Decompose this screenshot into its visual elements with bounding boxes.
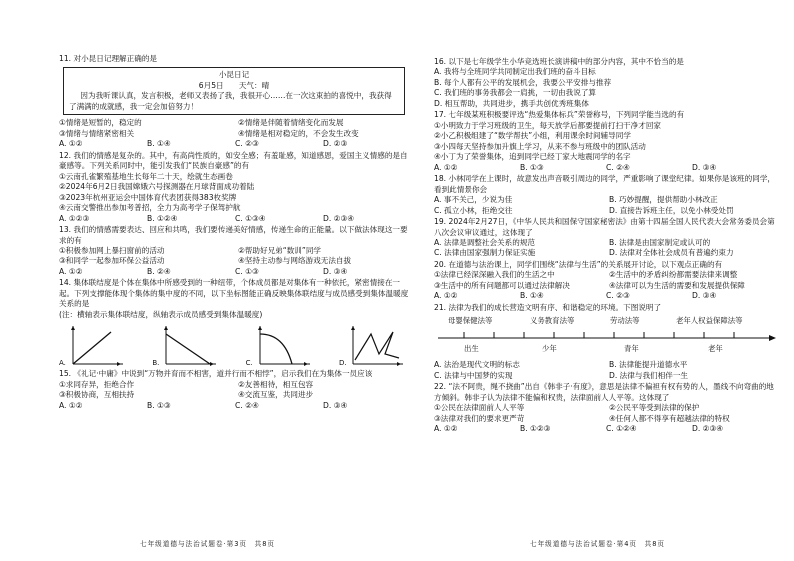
statement: ④任何人都不得享有超越法律的特权 [609,413,730,423]
question-stem: 18. 小林同学在上课时，故意发出声音吸引周边的同学，严重影响了课堂纪律。如果你是该班的同学，看到此情景你会 [434,174,776,194]
answer-options [59,139,411,149]
question-13 [59,225,411,277]
statement: ④云南交警推出参加考普招，全力为高考学子保驾护航 [59,203,241,213]
graph-rising-line [65,324,125,368]
statement: ②公民平等受到法律的保护 [609,403,700,413]
question-stem: 22. “法不阿贵，绳不挠曲”出自《韩非子·有度》，意思是法律不偏袒有权有势的人，墨线不向弯曲的地方倾斜。韩非子认为法律不能偏和权贵，法律面前人人平等。这体现了 [434,382,774,402]
option-c[interactable]: C. ①③ [235,266,259,276]
statement: ③和同学一起参加环保公益活动 [59,256,165,266]
option-d[interactable]: D. 法律与我们相伴一生 [609,370,689,380]
timeline-stage: 出生 [464,344,479,354]
diary-meta: 6月5日 天气：晴 [198,80,270,90]
option-a[interactable]: A. ①② [434,424,458,434]
option-c[interactable]: C. ②③ [235,139,259,149]
diary-box [63,67,405,115]
option-b[interactable]: B. ①④ [520,291,544,301]
option-a[interactable]: A. ①② [434,291,458,301]
option-a[interactable]: A. 法治是现代文明的标志 [434,360,520,370]
answer-options [434,195,778,216]
statements [59,380,411,401]
option-d[interactable]: D. ③④ [323,400,348,410]
timeline-stage: 青年 [624,344,639,354]
statements [59,118,411,139]
option-a[interactable]: A. 我将与全班同学共同制定出我们班的奋斗目标 [434,67,596,77]
answer-options [434,291,778,301]
option-c[interactable]: C. ②③ [606,291,630,301]
statement: ①求同存异，拒绝合作 [59,379,135,389]
option-a[interactable]: A. ①② [59,139,83,149]
statements [434,270,778,291]
statement: ③2023年杭州亚运会中国体育代表团获得383枚奖牌 [59,192,237,202]
question-stem: 20. 在道德与法治课上，同学们围绕“法律与生活”的关系展开讨论，以下观点正确的有 [434,259,723,269]
option-c[interactable]: C. ①③④ [235,213,266,223]
option-a[interactable]: A. 事不关己，少说为佳 [434,195,513,205]
option-b[interactable]: B. ①④ [147,139,171,149]
answer-options [434,163,778,173]
graph-curve-drop [252,324,312,368]
question-12 [59,151,411,224]
statement: ②情绪是伴随着情绪变化而发展 [238,118,344,128]
option-c[interactable]: C. ②④ [235,400,259,410]
figure-label: D. [338,358,347,367]
option-d[interactable]: D. 直接告诉班主任，以免小林受处罚 [609,205,734,215]
figure-c[interactable] [245,324,312,368]
statement: ④情绪是相对稳定的，不会发生改变 [238,128,359,138]
statement: ④法律可以为生活的需要和发展提供保障 [609,280,745,290]
statement: ②友善相待，相互包容 [238,379,314,389]
figure-label: B. [152,358,160,367]
option-d[interactable]: D. ②③ [323,139,348,149]
statement: ①情绪是短暂的，稳定的 [59,118,142,128]
diary-body: 因为我听课认真，发言积极，老师又表扬了我，我很开心……在一次这束拍的喜悦中，我获得了满满的成就感，我一定会加倍努力！ [69,91,392,111]
question-14 [59,278,411,368]
statement: ②小乙积极组建了“数学帮扶”小组，利用课余时间辅导同学 [434,131,631,141]
option-c[interactable]: C. 法律由国家强制力保证实施 [434,248,536,258]
option-d[interactable]: D. ②③④ [323,213,355,223]
option-c[interactable]: C. ①②④ [606,424,637,434]
question-22 [434,382,778,434]
statement: ②2024年6月2日我国嫦娥六号探测器在月球背面成功着陆 [59,182,255,192]
option-b[interactable]: B. ①②③ [520,424,551,434]
figure-d[interactable] [338,324,405,368]
statement: ①公民在法律面前人人平等 [434,403,525,413]
statement: ①积极参加网上暴扫窗前的活动 [59,245,165,255]
statement: ④交流互鉴，共同进步 [238,390,314,400]
option-d[interactable]: D. 法律对全体社会成员有普遍约束力 [609,248,734,258]
statement: ③法律对我们的要求更严苛 [434,413,525,423]
option-b[interactable]: B. 每个人都有公平的发展机会，我要公平安排与推荐 [434,77,612,87]
question-stem: 17. 七年级某班积极要评选“热爱集体标兵”荣誉称号，下列同学能当选的有 [434,110,685,120]
question-16 [434,57,778,109]
question-15 [59,369,411,411]
option-b[interactable]: B. ②④ [147,266,171,276]
statement: ①法律已经深深融入我们的生活之中 [434,270,555,280]
option-b[interactable]: B. ①②④ [147,213,178,223]
graph-falling-line [158,324,218,368]
answer-options [59,214,411,224]
statement: ②生活中的矛盾纠纷都需要法律来调整 [609,270,738,280]
statement: ①云南孔雀繁殖基地生长每年二十天，绘就生态画卷 [59,171,233,181]
timeline-law: 劳动法等 [610,316,640,326]
coordinate-figures [59,324,405,368]
statements [59,246,411,267]
option-b[interactable]: B. ①③ [147,400,171,410]
option-a[interactable]: A. ①②③ [59,213,90,223]
page-footer-left: 七年级道德与法治试题卷·第3页 共8页 [140,540,275,548]
page-footer-right: 七年级道德与法治试题卷·第4页 共8页 [530,540,665,548]
option-b[interactable]: B. ①③ [520,162,544,172]
answer-options [434,238,778,259]
figure-label: C. [245,358,253,367]
option-a[interactable]: A. ①② [434,162,458,172]
timeline-law: 母婴保健法等 [448,316,493,326]
option-d[interactable]: D. ③④ [692,162,717,172]
question-stem: 14. 集体联结度是个体在集体中所感受到的一种纽带，个体成员都是对集体有一种依托，紧密情接在一起。下列支撑能体现个集体的集中度的不同，以下坐标图能正确反映集体联结度与成员感受到集体温暖度关系的是 [59,278,409,309]
right-page [434,57,778,436]
option-b[interactable]: B. 巧妙提醒，提供帮助小林改正 [609,195,718,205]
option-c[interactable]: C. 法律与中国梦的实现 [434,370,513,380]
timeline-law: 老年人权益保障法等 [676,316,743,326]
timeline-axis [434,326,778,350]
statement: ③情绪与情绪紧密相关 [59,128,135,138]
question-stem: 21. 法律为我们的成长营造文明有序、和谐稳定的环境。下图说明了 [434,302,662,312]
statement: ②帮助好兄弟“数训”同学 [238,245,322,255]
statement: ③小四每天坚持参加升旗上学习，从来不参与班级中的团队活动 [434,141,646,151]
option-d[interactable]: D. 相互帮助，共同进步，携手共创优秀班集体 [434,98,589,108]
question-stem: 16. 以下是七年级学生小华竞选班长演讲稿中的部分内容，其中不恰当的是 [434,57,684,66]
question-19 [434,217,778,259]
question-stem: 15. 《礼记·中庸》中说到“万物并育而不相害，道并行而不相悖”，启示我们在为集体一员应该 [59,369,373,379]
statements [434,403,778,424]
option-a[interactable]: A. ①② [59,400,83,410]
graph-zigzag [345,324,405,368]
left-page [59,54,411,412]
answer-options [434,424,778,434]
figure-note: (注：横轴表示集体联结度，纵轴表示成员感受到集体温暖度) [59,309,263,319]
question-21 [434,303,778,381]
question-11 [59,54,411,150]
statement: ④坚持主动参与网络游戏无法自拔 [238,256,352,266]
figure-b[interactable] [152,324,218,368]
statement: ①小明致力于学习班级的卫生，每天放学后都要提前打扫干净才回家 [434,120,662,130]
statement: ④小丁为了荣誉集体，追到同学已经丁家大地震同学的名字 [434,152,631,162]
answer-options [59,267,411,277]
diary-title: 小昆日记 [218,70,250,80]
option-d[interactable]: D. ③④ [692,291,717,301]
question-stem: 19. 2024年2月27日，《中华人民共和国保守国家秘密法》由第十四届全国人民代表大会常务委员会第八次会议审议通过，这体现了 [434,217,775,237]
option-b[interactable]: B. 法律是由国家制定或认可的 [609,237,711,247]
statement: ③积极协商，互相扶持 [59,390,135,400]
timeline-stage: 少年 [542,344,557,354]
statement: ③生活中的所有问题都可以通过法律解决 [434,280,570,290]
option-c[interactable]: C. 孤立小林，拒绝交往 [434,205,513,215]
question-stem: 11. 对小昆日记理解正确的是 [59,54,158,63]
question-stem: 13. 我们的情感需要表达、回应和共鸣，我们要传递美好情感，传递生命的正能量。以下做法体现这一要求的有 [59,225,408,245]
answer-options [434,360,778,381]
timeline-law: 义务教育法等 [530,316,575,326]
option-a[interactable]: A. ①② [59,266,83,276]
timeline-stage: 老年 [708,344,723,354]
option-d[interactable]: D. ②③④ [692,424,724,434]
question-20 [434,260,778,302]
option-d[interactable]: D. ③④ [323,266,348,276]
answer-options [59,401,411,411]
figure-a[interactable] [59,324,125,368]
life-law-timeline [434,316,778,358]
option-a[interactable]: A. 法律是调整社会关系的规范 [434,237,536,247]
option-c[interactable]: C. 我们班的事务我都会一肩挑，一切由我说了算 [434,88,597,98]
option-c[interactable]: C. ②④ [606,162,630,172]
question-17 [434,110,778,173]
question-stem: 12. 我们的情感是复杂的。其中，有高尚性质的，如安全感；有羞耻感，知道感恩，爱国主义情感的是自豪感等。下列关系同时中，能引发我们“民族自豪感”的有 [59,150,408,171]
question-18 [434,174,778,216]
figure-label: A. [59,358,66,367]
option-b[interactable]: B. 法律能提升道德水平 [609,360,688,370]
